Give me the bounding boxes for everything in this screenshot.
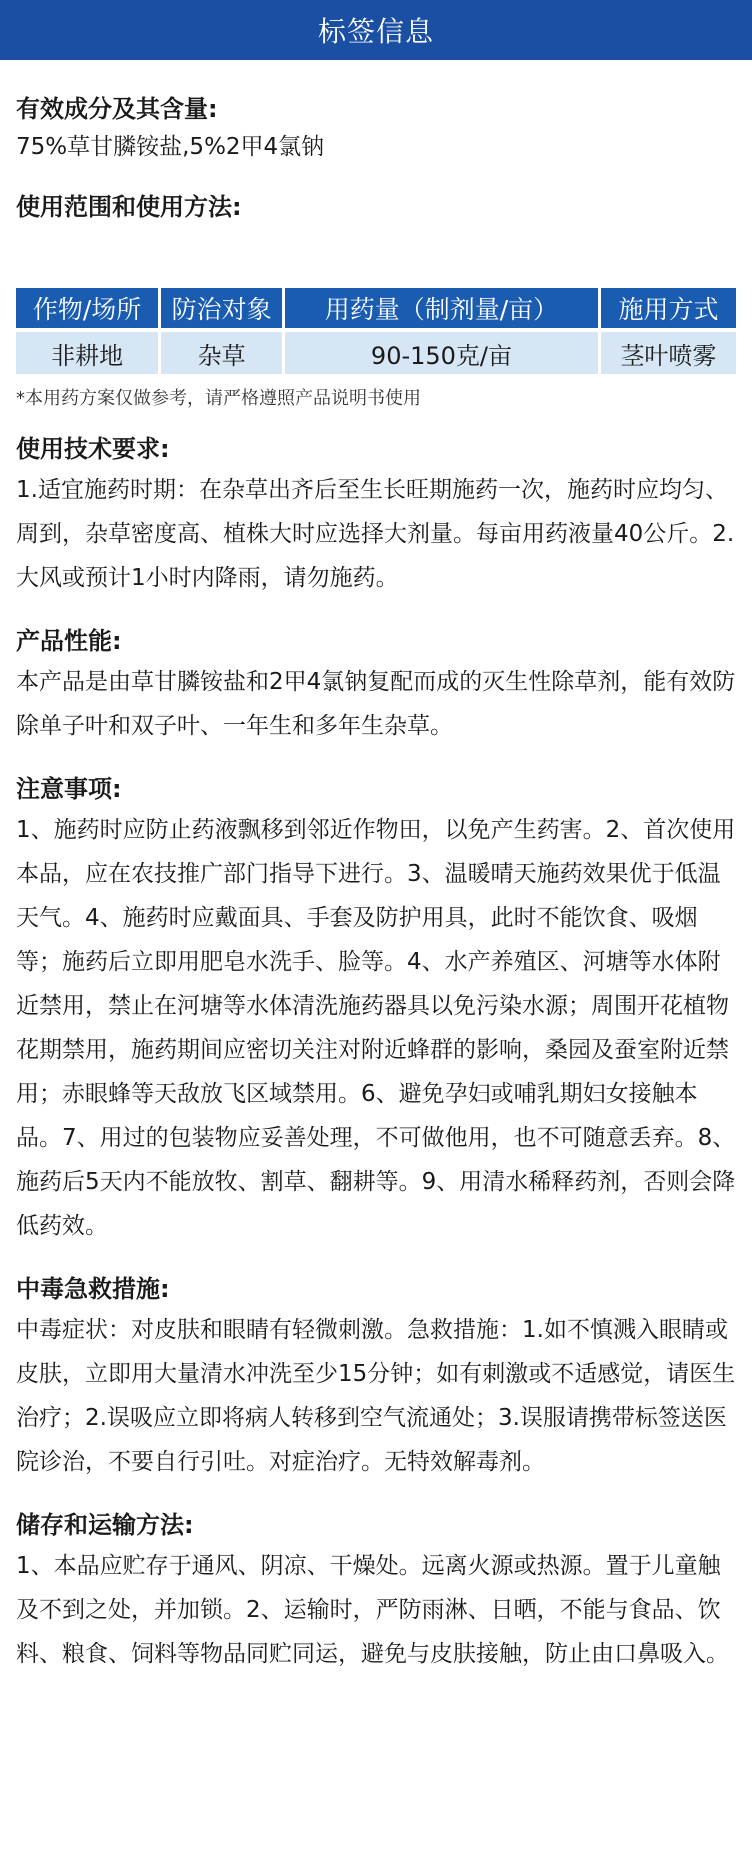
page-title: 标签信息 bbox=[317, 15, 434, 48]
storage-text: 1、本品应贮存于通风、阴凉、干燥处。远离火源或热源。置于儿童触及不到之处，并加锁。2、运输时，严防雨淋、日晒，不能与食品、饮料、粮食、饲料等物品同贮同运，避免与皮肤接触，防止由口鼻吸入。 bbox=[16, 1553, 729, 1667]
precautions-text: 1、施药时应防止药液飘移到邻近作物田，以免产生药害。2、首次使用本品，应在农技推广部门指导下进行。3、温暖晴天施药效果优于低温天气。4、施药时应戴面具、手套及防护用具，此时不能饮食、吸烟等；施药后立即用肥皂水洗手、脸等。4、水产养殖区、河塘等水体附近禁用，禁止在河塘等水体清洗施药器具以免污染水源；周围开花植物花期禁用，施药期间应密切关注对附近蜂群的影响，桑园及蚕室附近禁用；赤眼蜂等天敌放飞区域禁用。6、避免孕妇或哺乳期妇女接触本品。7、用过的包装物应妥善处理，不可做他用，也不可随意丢弃。8、施药后5天内不能放牧、割草、翻耕等。9、用清水稀释药剂，否则会降低药效。 bbox=[16, 817, 736, 1239]
first-aid-text: 中毒症状：对皮肤和眼睛有轻微刺激。急救措施：1.如不慎溅入眼睛或皮肤，立即用大量清水冲洗至少15分钟；如有刺激或不适感觉，请医生治疗；2.误吸应立即将病人转移到空气流通处；3.误服请携带标签送医院诊治，不要自行引吐。对症治疗。无特效解毒剂。 bbox=[16, 1317, 736, 1475]
performance-text: 本产品是由草甘膦铵盐和2甲4氯钠复配而成的灭生性除草剂，能有效防除单子叶和双子叶、一年生和多年生杂草。 bbox=[16, 669, 736, 739]
usage-table-cell-dosage: 90-150克/亩 bbox=[285, 332, 598, 374]
usage-table-header-method: 施用方式 bbox=[601, 288, 736, 328]
usage-table bbox=[13, 284, 739, 378]
usage-table-cell-target: 杂草 bbox=[161, 332, 282, 374]
ingredients-heading: 有效成分及其含量: bbox=[16, 95, 218, 123]
usage-table-header-crop: 作物/场所 bbox=[16, 288, 158, 328]
storage-heading: 储存和运输方法: bbox=[16, 1511, 194, 1539]
label-content bbox=[0, 90, 752, 1676]
performance-heading: 产品性能: bbox=[16, 627, 122, 655]
usage-table-header-dosage: 用药量（制剂量/亩） bbox=[285, 288, 598, 328]
page-header bbox=[0, 0, 752, 60]
usage-table-cell-method: 茎叶喷雾 bbox=[601, 332, 736, 374]
first-aid-heading: 中毒急救措施: bbox=[16, 1275, 170, 1303]
usage-heading: 使用范围和使用方法: bbox=[16, 193, 242, 221]
usage-note: *本用药方案仅做参考，请严格遵照产品说明书使用 bbox=[16, 388, 421, 409]
usage-table-header-row bbox=[16, 288, 736, 328]
technical-text: 1.适宜施药时期：在杂草出齐后至生长旺期施药一次，施药时应均匀、周到，杂草密度高、植株大时应选择大剂量。每亩用药液量40公斤。2.大风或预计1小时内降雨，请勿施药。 bbox=[16, 477, 735, 591]
table-row bbox=[16, 332, 736, 374]
technical-heading: 使用技术要求: bbox=[16, 435, 170, 463]
usage-table-header-target: 防治对象 bbox=[161, 288, 282, 328]
usage-table-cell-crop: 非耕地 bbox=[16, 332, 158, 374]
ingredients-text: 75%草甘膦铵盐,5%2甲4氯钠 bbox=[16, 134, 325, 160]
precautions-heading: 注意事项: bbox=[16, 775, 122, 803]
